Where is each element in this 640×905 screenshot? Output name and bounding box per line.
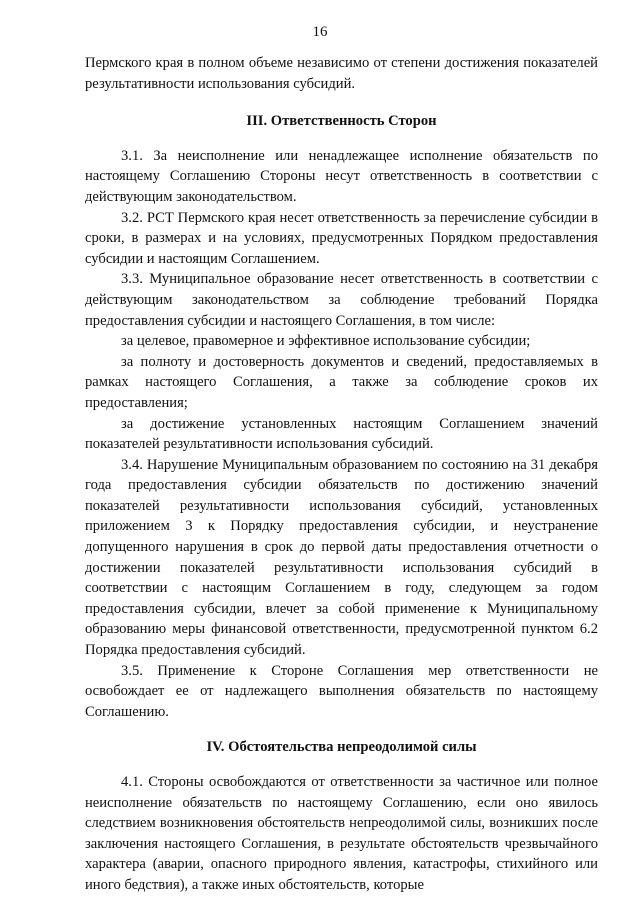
clause-3-3-item-3: за достижение установленных настоящим Соглашением значений показателей результативности использования субсидий.: [85, 415, 598, 453]
clause-3-3-item-1: за целевое, правомерное и эффективное использование субсидии;: [121, 333, 531, 350]
document-body: [85, 53, 598, 896]
page-number: 16: [312, 24, 328, 40]
clause-3-2: 3.2. РСТ Пермского края несет ответственность за перечисление субсидии в сроки, в размерах и на условиях, предусмотренных Порядком предоставления субсидии и настоящим Соглашением.: [85, 209, 598, 267]
clause-4-1: 4.1. Стороны освобождаются от ответственности за частичное или полное неисполнение обязательств по настоящему Соглашению, если оно явилось следствием возникновения обстоятельств непреодолимой силы, возникших после заключения настоящего Соглашения, в результате обстоятельств чрезвычайного характера (аварии, опасного природного явления, катастрофы, стихийного или иного бедствия), а также иных обстоятельств, которые: [85, 774, 598, 893]
section-3-heading: III. Ответственность Сторон: [246, 113, 437, 130]
clause-3-1: 3.1. За неисполнение или ненадлежащее исполнение обязательств по настоящему Соглашению Стороны несут ответственность в соответствии с действующим законодательством.: [85, 147, 598, 205]
clause-3-5: 3.5. Применение к Стороне Соглашения мер ответственности не освобождает ее от надлежащего выполнения обязательств по настоящему Соглашению.: [85, 662, 598, 720]
clause-3-3: 3.3. Муниципальное образование несет ответственность в соответствии с действующим законодательством за соблюдение требований Порядка предоставления субсидии и настоящего Соглашения, в том числе:: [85, 271, 598, 329]
section-4-heading: IV. Обстоятельства непреодолимой силы: [206, 739, 477, 756]
clause-3-4: 3.4. Нарушение Муниципальным образованием по состоянию на 31 декабря года предоставления субсидии обязательств по достижению значений показателей результативности использования субсидий, установленных приложением 3 к Порядку предоставления субсидии, и неустранение допущенного нарушения в срок до первой даты предоставления отчетности о достижении показателей результативности использования субсидий в соответствии с настоящим Соглашением в году, следующем за годом предоставления субсидии, влечет за собой применение к Муниципальному образованию меры финансовой ответственности, предусмотренной пунктом 6.2 Порядка предоставления субсидий.: [85, 456, 598, 659]
intro-paragraph: Пермского края в полном объеме независимо от степени достижения показателей результативности использования субсидий.: [85, 55, 598, 92]
clause-3-3-item-2: за полноту и достоверность документов и сведений, предоставляемых в рамках настоящего Соглашения, а также за соблюдение сроков их предоставления;: [85, 353, 598, 411]
